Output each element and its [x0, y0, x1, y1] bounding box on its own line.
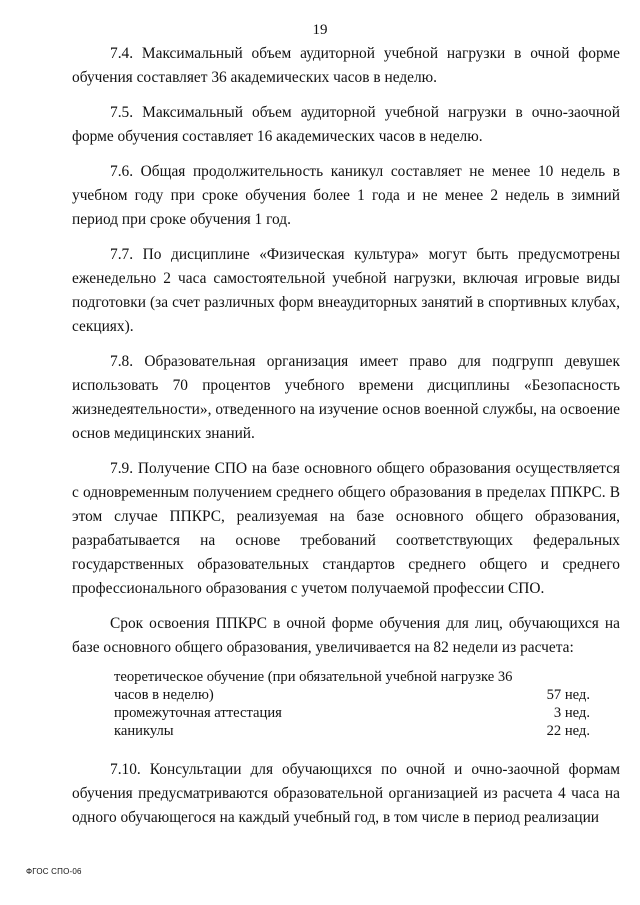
duration-label: промежуточная аттестация	[114, 705, 282, 721]
duration-label: теоретическое обучение (при обязательной учебной нагрузке 36 часов в неделю)	[114, 669, 513, 703]
footer-code: ФГОС СПО-06	[26, 867, 82, 876]
paragraph-duration: Срок освоения ППКРС в очной форме обучения для лиц, обучающихся на базе основного общего образования, увеличивается на 82 недели из расчета:	[72, 615, 620, 656]
page-number: 19	[312, 22, 328, 38]
duration-value: 57 нед.	[546, 687, 590, 703]
duration-value: 22 нед.	[546, 723, 590, 739]
paragraph-7-7: 7.7. По дисциплине «Физическая культура» могут быть предусмотрены еженедельно 2 часа самостоятельной учебной нагрузки, включая игровые виды подготовки (за счет различных форм внеаудиторных занятий в спортивных клубах, секциях).	[72, 246, 620, 335]
duration-label: каникулы	[114, 723, 174, 739]
duration-row-theory	[114, 668, 590, 704]
paragraph-7-6: 7.6. Общая продолжительность каникул составляет не менее 10 недель в учебном году при сроке обучения более 1 года и не менее 2 недель в зимний период при сроке обучения 1 год.	[72, 163, 620, 228]
duration-table	[114, 668, 590, 740]
paragraph-7-4: 7.4. Максимальный объем аудиторной учебной нагрузки в очной форме обучения составляет 36 академических часов в неделю.	[72, 45, 620, 86]
paragraph-7-5: 7.5. Максимальный объем аудиторной учебной нагрузки в очно-заочной форме обучения составляет 16 академических часов в неделю.	[72, 104, 620, 145]
duration-row-vacation	[114, 722, 590, 740]
paragraph-7-10: 7.10. Консультации для обучающихся по очной и очно-заочной формам обучения предусматриваются образовательной организацией из расчета 4 часа на одного обучающегося на каждый учебный год, в том числе в период реализации	[72, 761, 620, 826]
document-body	[72, 42, 620, 841]
duration-value: 3 нед.	[553, 705, 590, 721]
paragraph-7-8: 7.8. Образовательная организация имеет право для подгрупп девушек использовать 70 процентов учебного времени дисциплины «Безопасность жизнедеятельности», отведенного на изучение основ военной службы, на освоение основ медицинских знаний.	[72, 353, 620, 442]
paragraph-7-9: 7.9. Получение СПО на базе основного общего образования осуществляется с одновременным получением среднего общего образования в пределах ППКРС. В этом случае ППКРС, реализуемая на базе основного общего образования, разрабатывается на основе требований соответствующих федеральных государственных образовательных стандартов среднего общего и среднего профессионального образования с учетом получаемой профессии СПО.	[72, 460, 620, 597]
duration-row-attestation	[114, 704, 590, 722]
